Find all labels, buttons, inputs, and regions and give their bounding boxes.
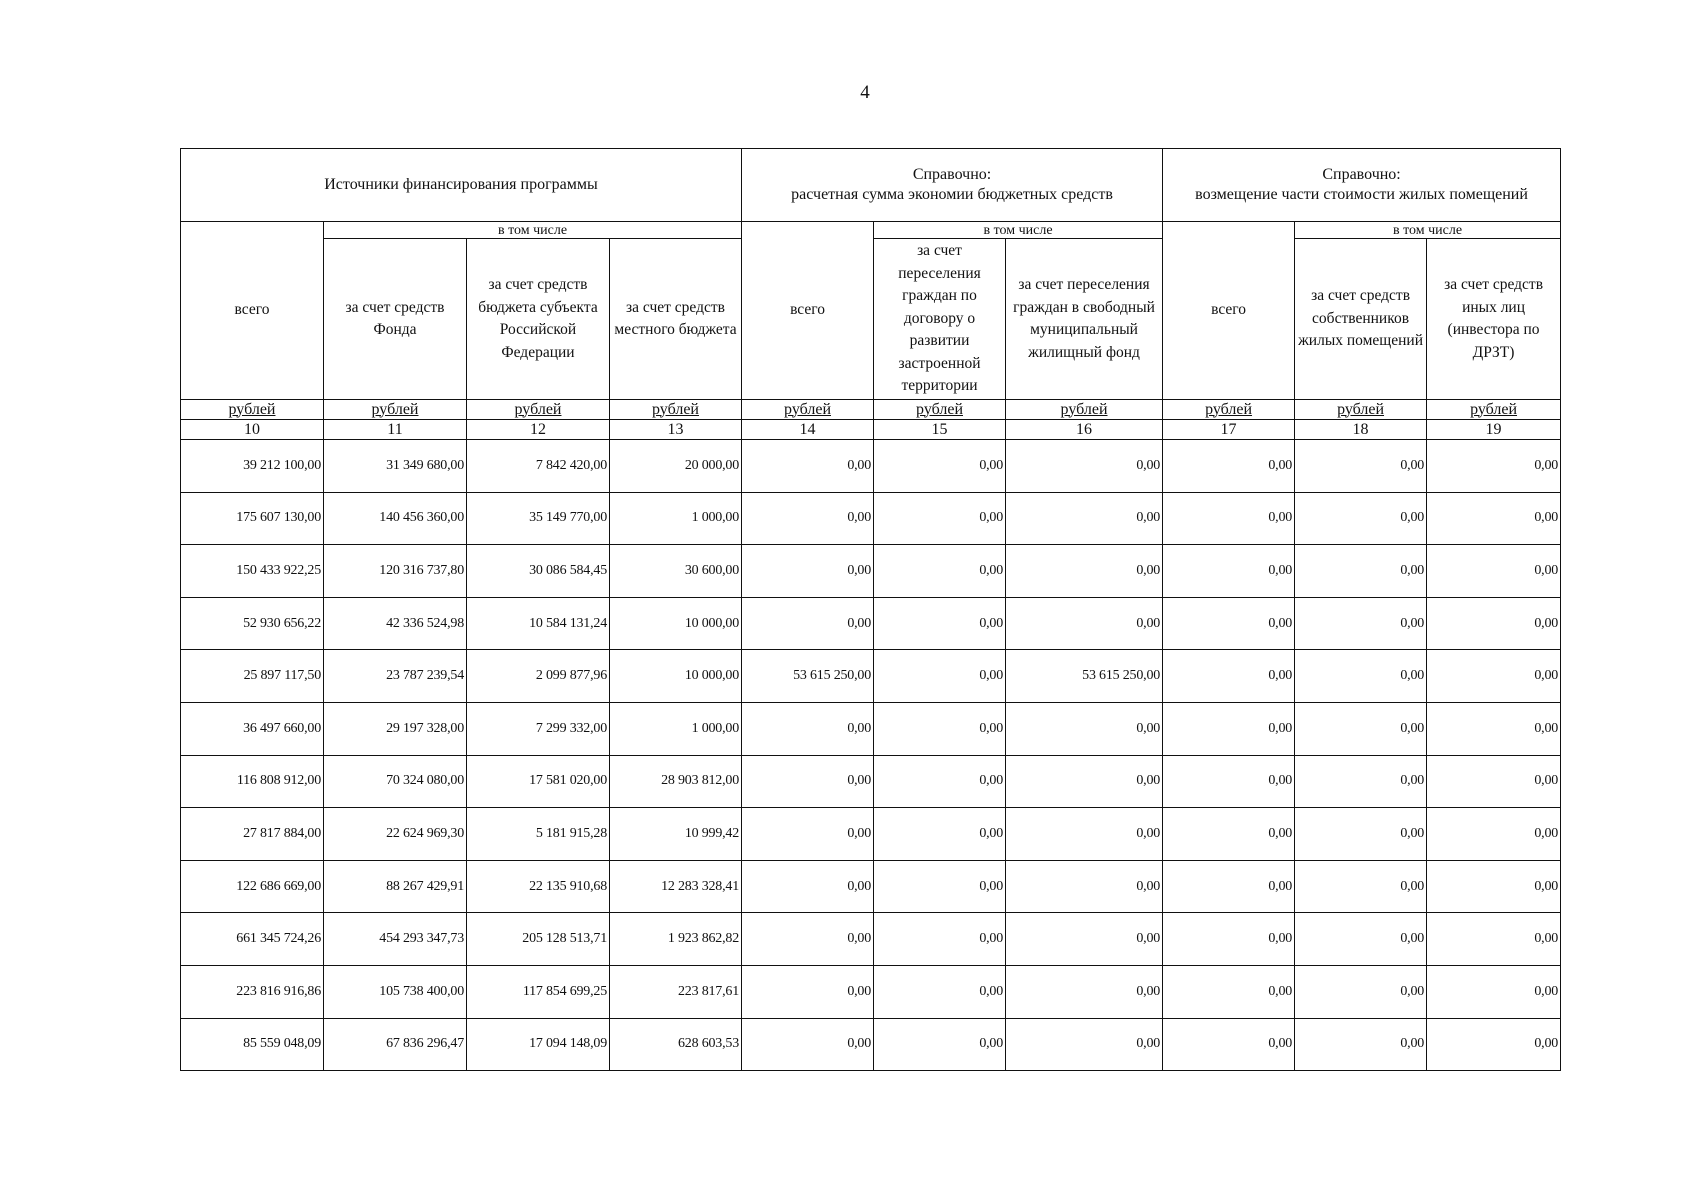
table-cell: 0,00 [874, 1018, 1006, 1071]
table-cell: 0,00 [1163, 913, 1295, 966]
table-cell: 0,00 [874, 860, 1006, 913]
table-row [181, 597, 1561, 650]
table-cell: 0,00 [1295, 702, 1427, 755]
table-cell: 0,00 [1295, 440, 1427, 493]
table-cell: 12 283 328,41 [610, 860, 742, 913]
table-cell: 0,00 [742, 440, 874, 493]
table-cell: 0,00 [1427, 755, 1561, 808]
col-header-total-10: всего [181, 222, 324, 400]
col-header-owners: за счет средств собственников жилых помещений [1295, 239, 1427, 400]
group-budget-savings [742, 149, 1163, 222]
table-cell: 661 345 724,26 [181, 913, 324, 966]
table-cell: 85 559 048,09 [181, 1018, 324, 1071]
table-row [181, 545, 1561, 598]
table-cell: 0,00 [1427, 650, 1561, 703]
table-cell: 22 135 910,68 [467, 860, 610, 913]
column-number-cell: 11 [324, 420, 467, 440]
table-cell: 0,00 [1427, 913, 1561, 966]
table-cell: 1 000,00 [610, 492, 742, 545]
unit-row [181, 400, 1561, 420]
group-financing-sources [181, 149, 742, 222]
table-cell: 0,00 [1295, 965, 1427, 1018]
table-cell: 20 000,00 [610, 440, 742, 493]
col-header-territory-development: за счет переселения граждан по договору о развитии застроенной территории [874, 239, 1006, 400]
table-cell: 0,00 [1427, 1018, 1561, 1071]
unit-cell: рублей [610, 400, 742, 420]
table-cell: 10 000,00 [610, 597, 742, 650]
column-number-cell: 10 [181, 420, 324, 440]
table-cell: 29 197 328,00 [324, 702, 467, 755]
table-cell: 223 816 916,86 [181, 965, 324, 1018]
table-cell: 31 349 680,00 [324, 440, 467, 493]
table-cell: 0,00 [742, 492, 874, 545]
table-row [181, 1018, 1561, 1071]
table-cell: 0,00 [874, 965, 1006, 1018]
table-cell: 0,00 [1427, 808, 1561, 861]
table-cell: 0,00 [742, 860, 874, 913]
table-cell: 36 497 660,00 [181, 702, 324, 755]
table-cell: 0,00 [1295, 545, 1427, 598]
col-header-municipal-housing: за счет переселения граждан в свободный муниципальный жилищный фонд [1006, 239, 1163, 400]
page-number: 4 [860, 82, 870, 103]
column-number-cell: 16 [1006, 420, 1163, 440]
table-cell: 0,00 [874, 650, 1006, 703]
table-cell: 175 607 130,00 [181, 492, 324, 545]
table-cell: 223 817,61 [610, 965, 742, 1018]
table-row [181, 965, 1561, 1018]
table-cell: 0,00 [1006, 492, 1163, 545]
table-cell: 0,00 [1295, 755, 1427, 808]
table-cell: 0,00 [1163, 808, 1295, 861]
table-cell: 0,00 [1295, 913, 1427, 966]
col-header-local-budget: за счет средств местного бюджета [610, 239, 742, 400]
table-cell: 0,00 [1163, 597, 1295, 650]
table-cell: 150 433 922,25 [181, 545, 324, 598]
table-cell: 10 584 131,24 [467, 597, 610, 650]
table-cell: 88 267 429,91 [324, 860, 467, 913]
table-cell: 0,00 [742, 597, 874, 650]
table-cell: 28 903 812,00 [610, 755, 742, 808]
sub-header-including: в том числе [1295, 222, 1561, 239]
table-cell: 0,00 [1427, 492, 1561, 545]
table-row [181, 860, 1561, 913]
unit-cell: рублей [1295, 400, 1427, 420]
financing-table [180, 148, 1561, 1071]
table-cell: 0,00 [1427, 440, 1561, 493]
table-cell: 1 923 862,82 [610, 913, 742, 966]
table-cell: 0,00 [874, 755, 1006, 808]
table-row [181, 913, 1561, 966]
table-cell: 0,00 [1006, 1018, 1163, 1071]
table-cell: 0,00 [1427, 860, 1561, 913]
table-cell: 0,00 [874, 440, 1006, 493]
sub-header-including: в том числе [874, 222, 1163, 239]
group-subtitle: возмещение части стоимости жилых помещений [1195, 186, 1528, 203]
table-header [181, 149, 1561, 440]
table-cell: 0,00 [874, 597, 1006, 650]
table-cell: 205 128 513,71 [467, 913, 610, 966]
sub-header-including: в том числе [324, 222, 742, 239]
table-cell: 0,00 [742, 808, 874, 861]
table-row [181, 755, 1561, 808]
table-cell: 0,00 [1163, 492, 1295, 545]
table-cell: 0,00 [1163, 650, 1295, 703]
table-cell: 0,00 [1006, 440, 1163, 493]
table-cell: 67 836 296,47 [324, 1018, 467, 1071]
table-cell: 0,00 [742, 965, 874, 1018]
column-number-cell: 12 [467, 420, 610, 440]
table-cell: 0,00 [1006, 597, 1163, 650]
table-cell: 0,00 [1006, 702, 1163, 755]
column-number-cell: 17 [1163, 420, 1295, 440]
table-cell: 0,00 [1006, 860, 1163, 913]
table-cell: 105 738 400,00 [324, 965, 467, 1018]
table-cell: 42 336 524,98 [324, 597, 467, 650]
table-cell: 30 600,00 [610, 545, 742, 598]
unit-cell: рублей [467, 400, 610, 420]
table-cell: 5 181 915,28 [467, 808, 610, 861]
table-cell: 7 299 332,00 [467, 702, 610, 755]
table-cell: 0,00 [1163, 545, 1295, 598]
table-cell: 23 787 239,54 [324, 650, 467, 703]
table-cell: 0,00 [1427, 965, 1561, 1018]
group-subtitle: расчетная сумма экономии бюджетных средств [791, 186, 1113, 203]
col-header-regional-budget: за счет средств бюджета субъекта Российской Федерации [467, 239, 610, 400]
table-cell: 0,00 [874, 702, 1006, 755]
table-cell: 0,00 [742, 913, 874, 966]
table-row [181, 702, 1561, 755]
table-row [181, 440, 1561, 493]
table-cell: 628 603,53 [610, 1018, 742, 1071]
table-cell: 53 615 250,00 [1006, 650, 1163, 703]
table-body [181, 440, 1561, 1071]
col-header-total-17: всего [1163, 222, 1295, 400]
table-cell: 0,00 [1163, 1018, 1295, 1071]
table-cell: 17 094 148,09 [467, 1018, 610, 1071]
table-cell: 0,00 [1163, 702, 1295, 755]
unit-cell: рублей [742, 400, 874, 420]
table-cell: 120 316 737,80 [324, 545, 467, 598]
table-row [181, 808, 1561, 861]
unit-cell: рублей [181, 400, 324, 420]
unit-cell: рублей [324, 400, 467, 420]
table-cell: 0,00 [1295, 597, 1427, 650]
table-cell: 2 099 877,96 [467, 650, 610, 703]
table-cell: 0,00 [1163, 440, 1295, 493]
column-number-cell: 13 [610, 420, 742, 440]
column-number-row [181, 420, 1561, 440]
table-cell: 7 842 420,00 [467, 440, 610, 493]
table-cell: 27 817 884,00 [181, 808, 324, 861]
table-cell: 0,00 [742, 702, 874, 755]
table-row [181, 492, 1561, 545]
group-housing-compensation [1163, 149, 1561, 222]
column-number-cell: 14 [742, 420, 874, 440]
table-cell: 25 897 117,50 [181, 650, 324, 703]
column-number-cell: 15 [874, 420, 1006, 440]
unit-cell: рублей [874, 400, 1006, 420]
group-title: Источники финансирования программы [324, 176, 598, 193]
table-cell: 39 212 100,00 [181, 440, 324, 493]
table-cell: 10 999,42 [610, 808, 742, 861]
table-cell: 0,00 [1006, 808, 1163, 861]
table-cell: 30 086 584,45 [467, 545, 610, 598]
col-header-fund: за счет средств Фонда [324, 239, 467, 400]
table-cell: 117 854 699,25 [467, 965, 610, 1018]
table-cell: 0,00 [1295, 808, 1427, 861]
table-cell: 0,00 [1295, 492, 1427, 545]
table-cell: 52 930 656,22 [181, 597, 324, 650]
table-cell: 0,00 [1295, 860, 1427, 913]
table-cell: 0,00 [874, 545, 1006, 598]
col-header-total-14: всего [742, 222, 874, 400]
table-cell: 0,00 [1427, 702, 1561, 755]
table-cell: 17 581 020,00 [467, 755, 610, 808]
unit-cell: рублей [1006, 400, 1163, 420]
table-cell: 1 000,00 [610, 702, 742, 755]
column-number-cell: 19 [1427, 420, 1561, 440]
table-cell: 0,00 [874, 492, 1006, 545]
table-cell: 0,00 [742, 755, 874, 808]
table-cell: 0,00 [874, 808, 1006, 861]
table-cell: 22 624 969,30 [324, 808, 467, 861]
table-cell: 35 149 770,00 [467, 492, 610, 545]
unit-cell: рублей [1163, 400, 1295, 420]
group-title: Справочно: [1322, 166, 1401, 183]
table-cell: 0,00 [742, 545, 874, 598]
table-cell: 140 456 360,00 [324, 492, 467, 545]
table-cell: 70 324 080,00 [324, 755, 467, 808]
table-cell: 10 000,00 [610, 650, 742, 703]
table-cell: 0,00 [1006, 965, 1163, 1018]
table-cell: 0,00 [1006, 913, 1163, 966]
table-cell: 0,00 [1163, 965, 1295, 1018]
table-cell: 0,00 [742, 1018, 874, 1071]
table-cell: 0,00 [874, 913, 1006, 966]
table-cell: 0,00 [1006, 545, 1163, 598]
table-row [181, 650, 1561, 703]
table-cell: 122 686 669,00 [181, 860, 324, 913]
column-number-cell: 18 [1295, 420, 1427, 440]
table-cell: 0,00 [1295, 650, 1427, 703]
col-header-other-persons: за счет средств иных лиц (инвестора по ДРЗТ) [1427, 239, 1561, 400]
unit-cell: рублей [1427, 400, 1561, 420]
table-cell: 0,00 [1295, 1018, 1427, 1071]
table-cell: 454 293 347,73 [324, 913, 467, 966]
table-cell: 0,00 [1163, 755, 1295, 808]
group-title: Справочно: [912, 166, 992, 183]
table-cell: 0,00 [1163, 860, 1295, 913]
table-cell: 0,00 [1427, 597, 1561, 650]
table-cell: 53 615 250,00 [742, 650, 874, 703]
table-cell: 116 808 912,00 [181, 755, 324, 808]
table-cell: 0,00 [1427, 545, 1561, 598]
table-cell: 0,00 [1006, 755, 1163, 808]
